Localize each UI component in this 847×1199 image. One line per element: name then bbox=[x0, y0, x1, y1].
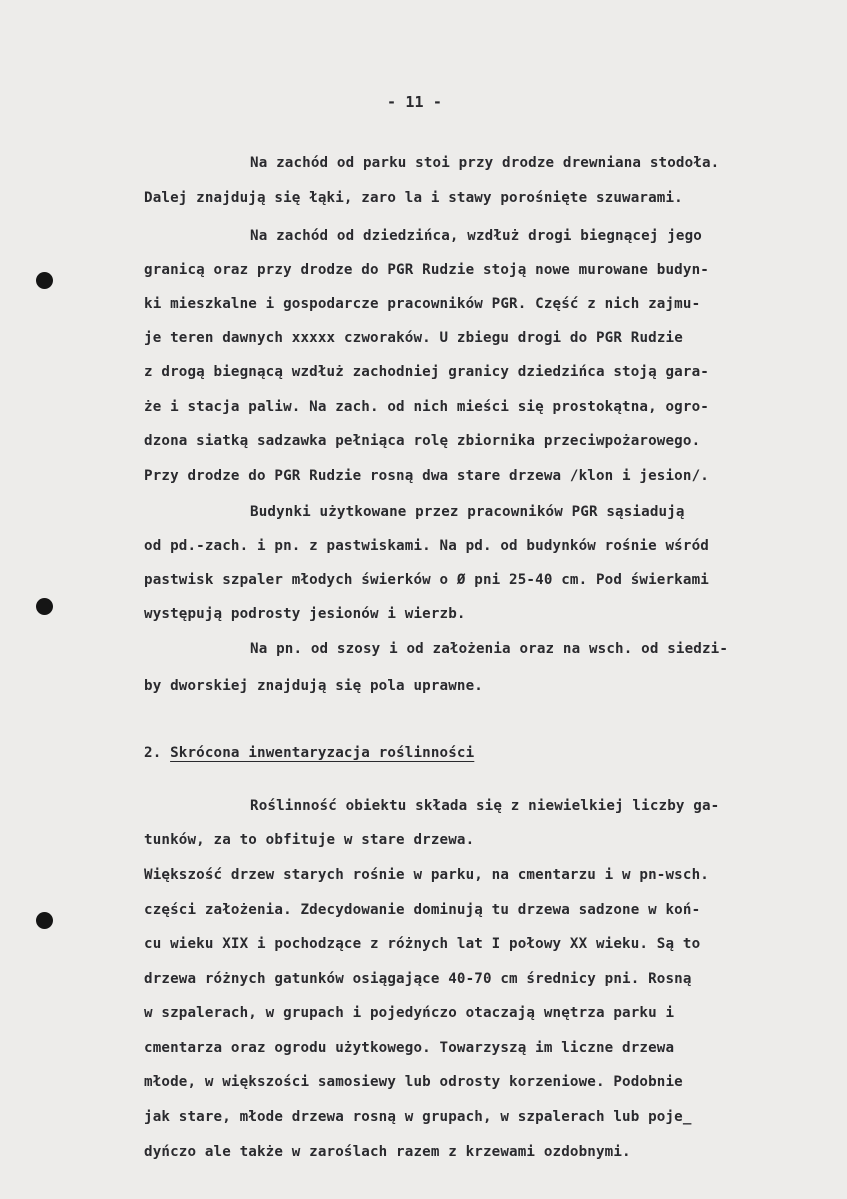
text-fragment: czworaków. U zbiegu drogi do PGR Rudzie bbox=[343, 330, 683, 346]
text-line: drzewa różnych gatunków osiągające 40-70 cm średnicy pni. Rosną bbox=[144, 971, 692, 987]
text-line: w szpalerach, w grupach i pojedyńczo otaczają wnętrza parku i bbox=[144, 1005, 675, 1021]
page-number: - 11 - bbox=[387, 93, 443, 111]
text-line: cmentarza oraz ogrodu użytkowego. Towarzyszą im liczne drzewa bbox=[144, 1040, 675, 1056]
struck-out-word: xxxxx bbox=[291, 330, 336, 346]
text-line: Na zachód od dziedzińca, wzdłuż drogi biegnącej jego bbox=[250, 228, 702, 244]
text-line: występują podrosty jesionów i wierzb. bbox=[144, 606, 466, 622]
text-line: Przy drodze do PGR Rudzie rosną dwa stare drzewa /klon i jesion/. bbox=[144, 468, 709, 484]
text-line: Większość drzew starych rośnie w parku, na cmentarzu i w pn-wsch. bbox=[144, 867, 709, 883]
punch-hole bbox=[36, 598, 53, 615]
text-line: jak stare, młode drzewa rosną w grupach, w szpalerach lub poje_ bbox=[144, 1109, 692, 1125]
text-line: Roślinność obiektu składa się z niewielkiej liczby ga- bbox=[250, 798, 720, 814]
text-line: że i stacja paliw. Na zach. od nich mieści się prostokątna, ogro- bbox=[144, 399, 709, 415]
text-line: dyńczo ale także w zaroślach razem z krzewami ozdobnymi. bbox=[144, 1144, 631, 1160]
section-number: 2. bbox=[144, 745, 162, 761]
text-line: pastwisk szpaler młodych świerków o Ø pni 25-40 cm. Pod świerkami bbox=[144, 572, 709, 588]
text-line: cu wieku XIX i pochodzące z różnych lat I połowy XX wieku. Są to bbox=[144, 936, 701, 952]
text-line: dzona siatką sadzawka pełniąca rolę zbiornika przeciwpożarowego. bbox=[144, 433, 701, 449]
text-line: by dworskiej znajdują się pola uprawne. bbox=[144, 678, 483, 694]
section-heading bbox=[144, 744, 474, 762]
text-line: ki mieszkalne i gospodarcze pracowników PGR. Część z nich zajmu- bbox=[144, 296, 701, 312]
text-line: Dalej znajdują się łąki, zaro la i stawy porośnięte szuwarami. bbox=[144, 190, 683, 206]
text-line: z drogą biegnącą wzdłuż zachodniej granicy dziedzińca stoją gara- bbox=[144, 364, 709, 380]
text-line: Na zachód od parku stoi przy drodze drewniana stodoła. bbox=[250, 155, 720, 171]
punch-hole bbox=[36, 272, 53, 289]
text-line: tunków, za to obfituje w stare drzewa. bbox=[144, 832, 475, 848]
section-title: Skrócona inwentaryzacja roślinności bbox=[170, 745, 475, 761]
text-line: młode, w większości samosiewy lub odrosty korzeniowe. Podobnie bbox=[144, 1074, 683, 1090]
text-fragment: je teren dawnych bbox=[144, 330, 292, 346]
text-line: Budynki użytkowane przez pracowników PGR sąsiadują bbox=[250, 504, 685, 520]
text-line: części założenia. Zdecydowanie dominują tu drzewa sadzone w koń- bbox=[144, 902, 701, 918]
text-line: od pd.-zach. i pn. z pastwiskami. Na pd. od budynków rośnie wśród bbox=[144, 538, 709, 554]
punch-hole bbox=[36, 912, 53, 929]
text-line: Na pn. od szosy i od założenia oraz na wsch. od siedzi- bbox=[250, 641, 729, 657]
text-line bbox=[144, 329, 683, 347]
text-line: granicą oraz przy drodze do PGR Rudzie stoją nowe murowane budyn- bbox=[144, 262, 709, 278]
